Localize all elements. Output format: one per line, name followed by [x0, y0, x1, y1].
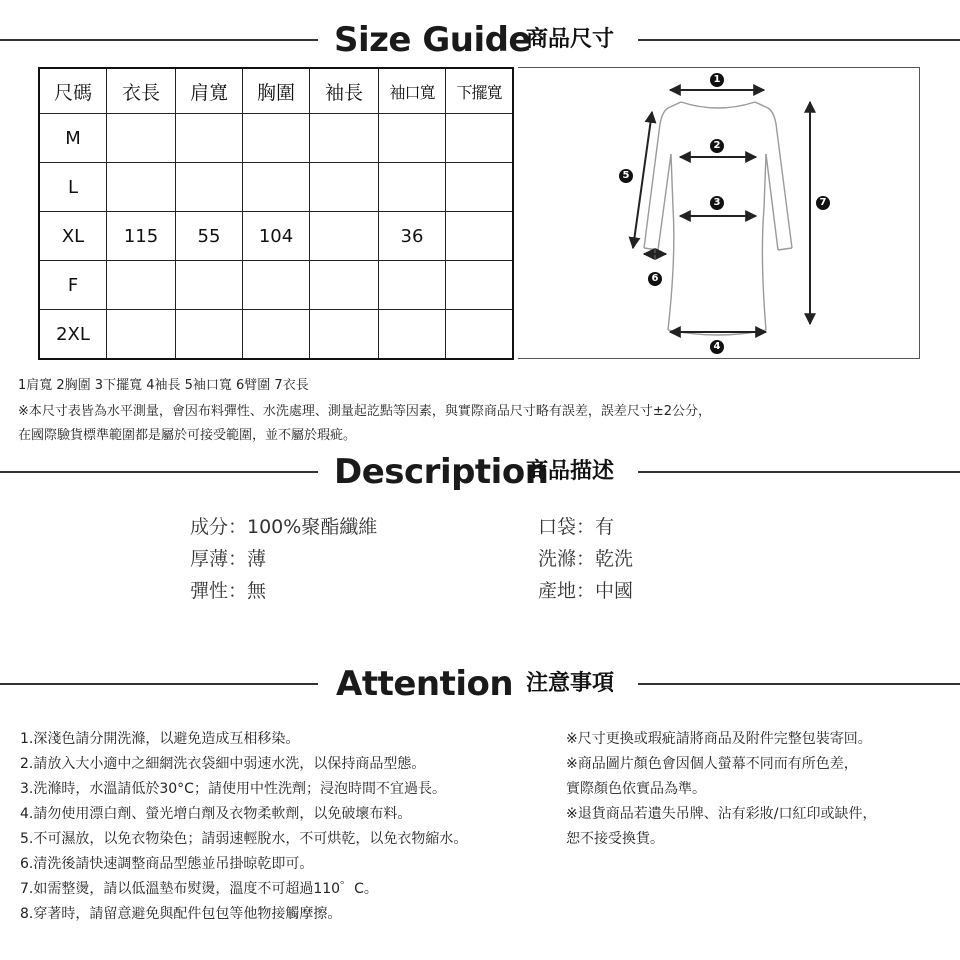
table-cell	[379, 310, 446, 360]
size-guide-header	[0, 18, 960, 62]
attention-header	[0, 662, 960, 706]
table-cell	[310, 212, 379, 261]
header-cell-size: 尺碼	[39, 68, 107, 114]
table-cell: 36	[379, 212, 446, 261]
size-guide-title: Size Guide	[334, 20, 531, 60]
care-item: 2.請放入大小適中之細網洗衣袋細中弱速水洗，以保持商品型態。	[20, 756, 426, 772]
header-rule-right	[638, 471, 960, 473]
measurement-legend: 1肩寬 2胸圍 3下擺寬 4袖長 5袖口寬 6臂圍 7衣長	[18, 378, 309, 393]
table-row	[39, 212, 513, 261]
table-cell: M	[39, 114, 107, 163]
measurement-note-line2: 在國際驗貨標準範圍都是屬於可接受範圍，並不屬於瑕疵。	[18, 428, 357, 443]
marker-7: 7	[816, 196, 830, 210]
table-cell	[379, 114, 446, 163]
care-item: 5.不可濕放，以免衣物染色；請弱速輕脫水，不可烘乾，以免衣物縮水。	[20, 831, 468, 847]
care-item: 6.清洗後請快速調整商品型態並吊掛晾乾即可。	[20, 856, 314, 872]
description-title: Description	[334, 452, 549, 492]
size-table	[38, 67, 514, 360]
measurement-diagram	[518, 67, 920, 359]
table-cell	[176, 114, 243, 163]
marker-3: 3	[710, 196, 724, 210]
table-cell	[107, 163, 176, 212]
table-cell	[243, 261, 310, 310]
table-cell	[176, 163, 243, 212]
marker-4: 4	[710, 340, 724, 354]
table-cell: 104	[243, 212, 310, 261]
header-cell-sleeve: 袖長	[310, 68, 379, 114]
return-note: ※退貨商品若遺失吊牌、沾有彩妝/口紅印或缺件，	[566, 806, 877, 822]
care-item: 1.深淺色請分開洗滌，以避免造成互相移染。	[20, 731, 300, 747]
attention-title-zh: 注意事項	[526, 671, 615, 696]
desc-origin: 產地：中國	[538, 580, 634, 602]
header-cell-length: 衣長	[107, 68, 176, 114]
size-table-header-row	[39, 68, 513, 114]
header-cell-chest: 胸圍	[243, 68, 310, 114]
description-header	[0, 450, 960, 494]
description-title-zh: 商品描述	[526, 459, 615, 484]
dress-diagram-svg	[518, 68, 920, 360]
desc-thickness: 厚薄：薄	[190, 548, 267, 570]
table-cell: 2XL	[39, 310, 107, 360]
table-cell	[310, 114, 379, 163]
table-row	[39, 163, 513, 212]
table-cell	[446, 163, 514, 212]
marker-5: 5	[619, 169, 633, 183]
table-cell	[107, 261, 176, 310]
table-cell	[243, 163, 310, 212]
care-item: 8.穿著時，請留意避免與配件包包等他物接觸摩擦。	[20, 906, 342, 922]
return-note: 恕不接受換貨。	[566, 831, 664, 847]
desc-elasticity: 彈性：無	[190, 580, 267, 602]
table-cell	[107, 310, 176, 360]
desc-washing: 洗滌：乾洗	[538, 548, 634, 570]
marker-2: 2	[710, 139, 724, 153]
table-cell	[310, 163, 379, 212]
return-note: 實際顏色依實品為準。	[566, 781, 706, 797]
table-cell	[379, 163, 446, 212]
table-cell	[243, 310, 310, 360]
header-cell-shoulder: 肩寬	[176, 68, 243, 114]
header-rule-right	[638, 683, 960, 685]
header-rule-left	[0, 471, 318, 473]
table-cell: 115	[107, 212, 176, 261]
table-cell	[243, 114, 310, 163]
table-cell: XL	[39, 212, 107, 261]
care-item: 7.如需整燙，請以低溫墊布熨燙，溫度不可超過110゜C。	[20, 881, 378, 897]
return-note: ※商品圖片顏色會因個人螢幕不同而有所色差，	[566, 756, 858, 772]
table-cell: 55	[176, 212, 243, 261]
table-cell	[446, 310, 514, 360]
table-cell	[107, 114, 176, 163]
header-cell-cuff: 袖口寬	[379, 68, 446, 114]
header-cell-hem: 下擺寬	[446, 68, 514, 114]
table-cell	[310, 261, 379, 310]
marker-6: 6	[648, 272, 662, 286]
table-cell	[446, 114, 514, 163]
table-cell	[310, 310, 379, 360]
desc-pocket: 口袋：有	[538, 516, 615, 538]
header-rule-right	[638, 39, 960, 41]
marker-1: 1	[710, 73, 724, 87]
table-row	[39, 261, 513, 310]
header-rule-left	[0, 39, 318, 41]
desc-material: 成分：100%聚酯纖維	[190, 516, 378, 538]
table-cell	[446, 261, 514, 310]
table-row	[39, 310, 513, 360]
size-guide-title-zh: 商品尺寸	[526, 27, 615, 52]
table-cell	[176, 310, 243, 360]
care-item: 4.請勿使用漂白劑、螢光增白劑及衣物柔軟劑，以免破壞布料。	[20, 806, 412, 822]
table-row	[39, 114, 513, 163]
table-cell: L	[39, 163, 107, 212]
table-cell	[446, 212, 514, 261]
return-note: ※尺寸更換或瑕疵請將商品及附件完整包裝寄回。	[566, 731, 872, 747]
attention-title: Attention	[336, 664, 514, 704]
measurement-note-line1: ※本尺寸表皆為水平測量，會因布料彈性、水洗處理、測量起訖點等因素，與實際商品尺寸略有誤差，誤差尺寸±2公分，	[18, 404, 712, 419]
table-cell	[176, 261, 243, 310]
header-rule-left	[0, 683, 318, 685]
arrow-cuff	[633, 112, 652, 248]
table-cell: F	[39, 261, 107, 310]
care-item: 3.洗滌時，水溫請低於30°C；請使用中性洗劑；浸泡時間不宜過長。	[20, 781, 446, 797]
dress-outline	[644, 102, 792, 335]
table-cell	[379, 261, 446, 310]
